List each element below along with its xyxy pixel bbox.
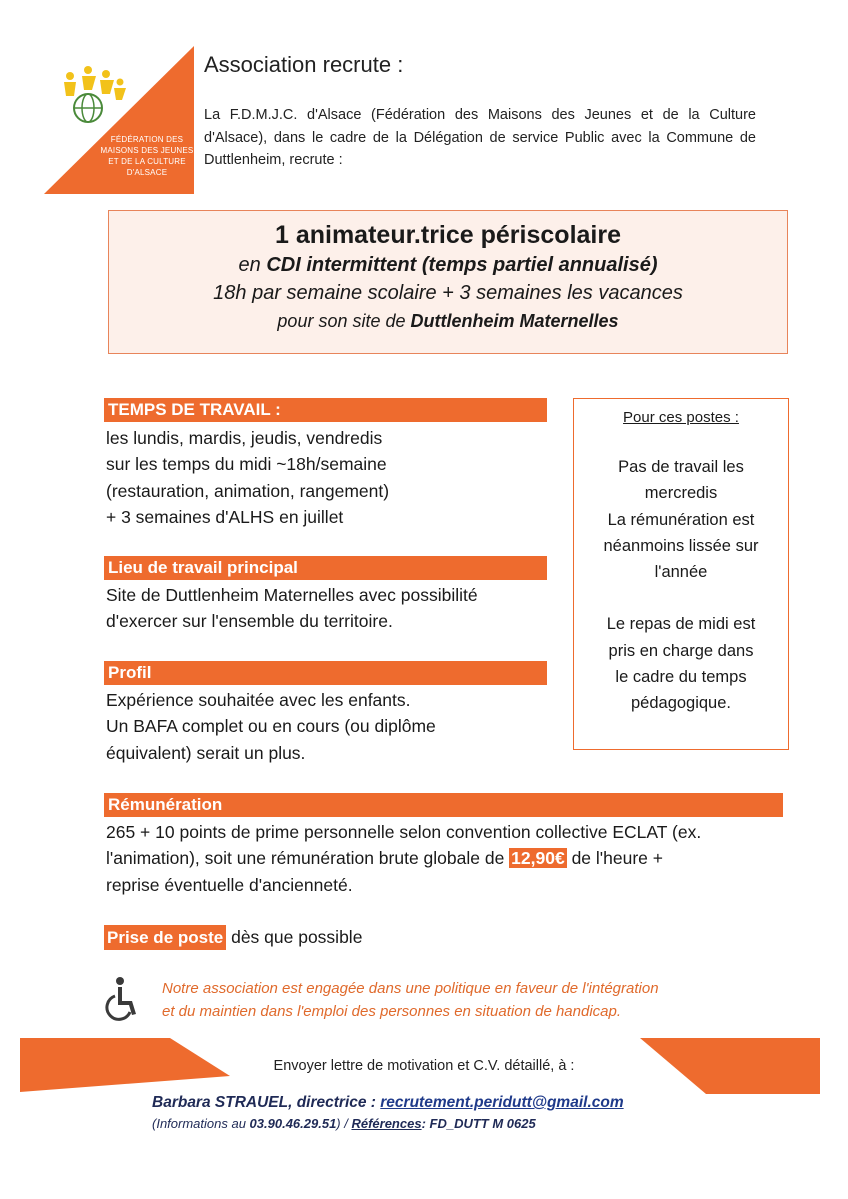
section-profil-header: Profil	[104, 661, 547, 685]
site-line: pour son site de Duttlenheim Maternelles	[277, 311, 619, 331]
section-profil-body: Expérience souhaitée avec les enfants. Un BAFA complet ou en cours (ou diplôme équivalent) serait un plus.	[106, 690, 436, 763]
job-title: 1 animateur.trice périscolaire	[274, 221, 621, 249]
logo-org-name: FÉDÉRATION DES MAISONS DES JEUNES ET DE LA CULTURE D'ALSACE	[100, 135, 194, 177]
info-line: (Informations au 03.90.46.29.51) / Références: FD_DUTT M 0625	[152, 1116, 536, 1131]
accessibility-note: Notre association est engagée dans une politique en faveur de l'intégration et du maintien dans l'emploi des personnes en situation de handicap.	[162, 980, 659, 1020]
side-info-box	[573, 398, 789, 750]
intro-paragraph: La F.D.M.J.C. d'Alsace (Fédération des Maisons des Jeunes et de la Culture d'Alsace), dans le cadre de la Délégation de service Public avec la Commune de Duttlenheim, recrute :	[204, 107, 756, 168]
section-lieu-body: Site de Duttlenheim Maternelles avec possibilité d'exercer sur l'ensemble du territoire.	[106, 585, 478, 632]
section-temps-body: les lundis, mardis, jeudis, vendredis sur les temps du midi ~18h/semaine (restauration, animation, rangement) + 3 semaines d'ALHS en juillet	[106, 428, 390, 527]
hours-line: 18h par semaine scolaire + 3 semaines les vacances	[213, 282, 683, 304]
section-temps-header: TEMPS DE TRAVAIL :	[104, 398, 547, 422]
contract-type: en CDI intermittent (temps partiel annualisé)	[238, 254, 658, 276]
side-box-title: Pour ces postes :	[623, 409, 739, 426]
section-remuneration-header: Rémunération	[104, 793, 783, 817]
side-box-para1: Pas de travail les mercredis La rémunération est néanmoins lissée sur l'année	[603, 458, 759, 582]
wheelchair-icon	[102, 976, 142, 1024]
section-prise-header: Prise de poste	[104, 925, 226, 950]
section-prise: Prise de poste dès que possible	[104, 924, 362, 950]
side-box-para2: Le repas de midi est pris en charge dans le cadre du temps pédagogique.	[606, 615, 756, 713]
section-remuneration-body: 265 + 10 points de prime personnelle selon convention collective ECLAT (ex. l'animation), soit une rémunération brute globale de 12,90€ de l'heure + reprise éventuelle d'ancienneté.	[106, 822, 702, 895]
job-title-box	[108, 210, 788, 354]
youth-figures-globe-icon	[64, 66, 126, 122]
send-instructions: Envoyer lettre de motivation et C.V. détaillé, à :	[273, 1058, 575, 1074]
contact-line: Barbara STRAUEL, directrice : recrutement.peridutt@gmail.com	[152, 1094, 624, 1111]
hourly-rate: 12,90€	[511, 848, 565, 869]
page-heading: Association recrute :	[204, 52, 404, 77]
section-lieu-header: Lieu de travail principal	[104, 556, 547, 580]
contact-email-link[interactable]: recrutement.peridutt@gmail.com	[380, 1094, 624, 1111]
